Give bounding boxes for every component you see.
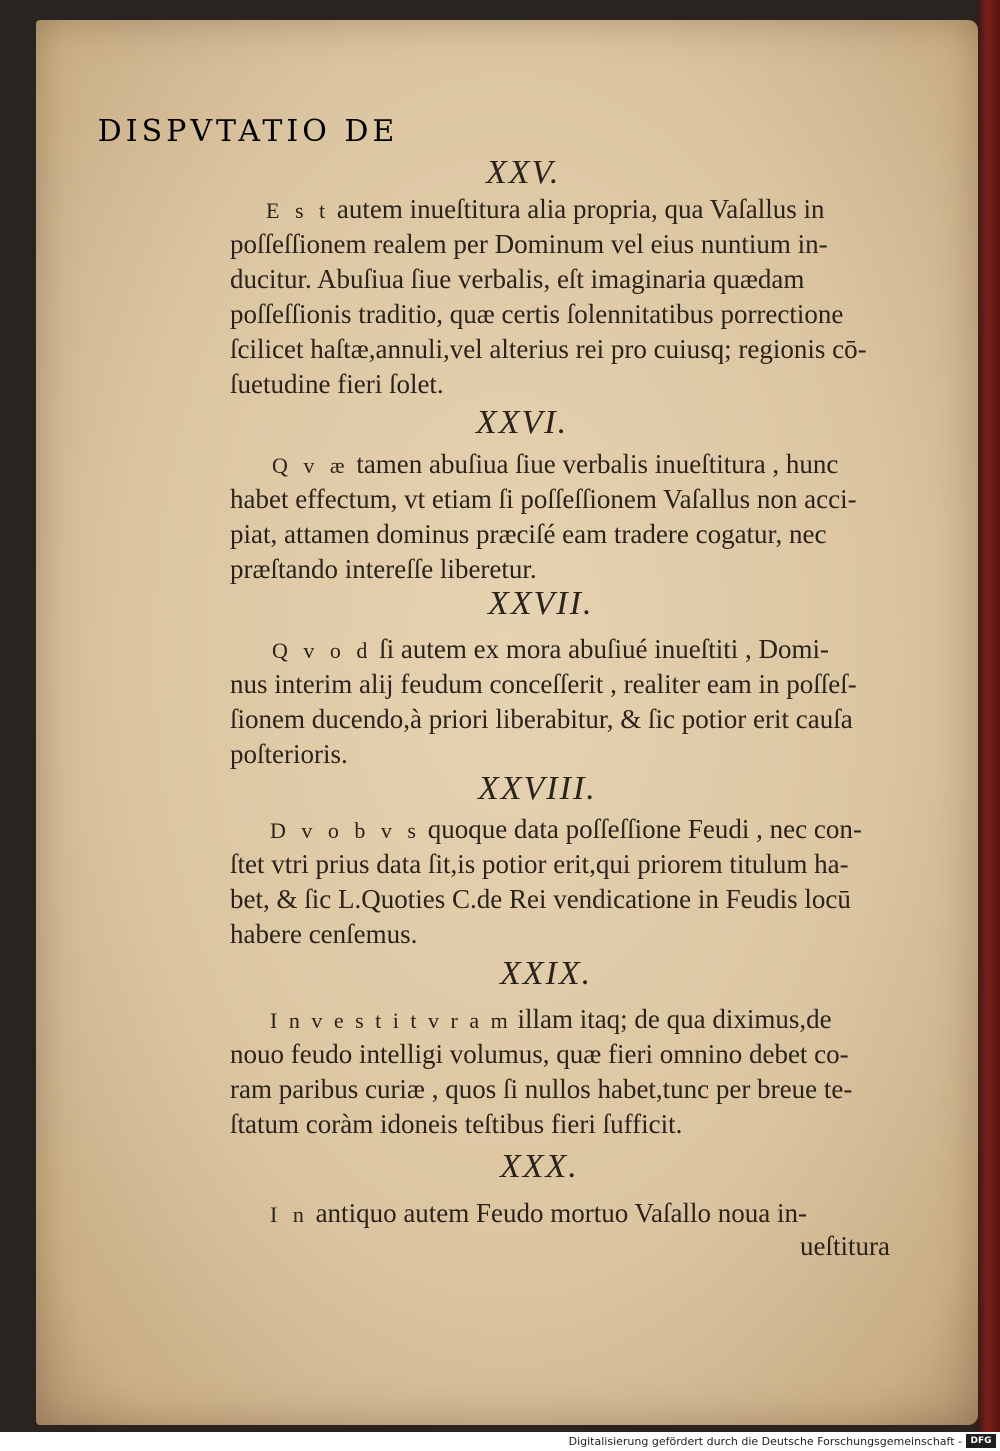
paragraph-line: præſtando intereſſe liberetur. xyxy=(230,554,537,584)
paragraph-line: poſſeſſionis traditio, quæ certis ſolennitatibus porrectione xyxy=(230,299,844,329)
section-numeral: XXVI. xyxy=(476,404,569,441)
digitization-footer xyxy=(0,1432,1000,1451)
lead-word: I n v e s t i t v r a m xyxy=(270,1008,511,1033)
paragraph-line: ſionem ducendo,à priori liberabitur, & ſic potior erit cauſa xyxy=(230,704,853,734)
paragraph-line xyxy=(270,1198,807,1229)
paragraph-line: piat, attamen dominus præciſé eam tradere cogatur, nec xyxy=(230,519,827,549)
section-numeral: XXVIII. xyxy=(478,770,597,807)
section-numeral: XXVII. xyxy=(488,585,594,622)
paragraph-line: nouo feudo intelligi volumus, quæ fieri omnino debet co- xyxy=(230,1039,849,1069)
paragraph-line: poſſeſſionem realem per Dominum vel eius nuntium in- xyxy=(230,229,828,259)
section-numeral: XXV. xyxy=(486,154,561,191)
section-numeral: XXIX. xyxy=(500,955,593,992)
paragraph-line: habet effectum, vt etiam ſi poſſeſſionem Vaſallus non acci- xyxy=(230,484,857,514)
paragraph-line: ſtatum coràm idoneis teſtibus fieri ſufficit. xyxy=(230,1109,683,1139)
paragraph-line: ducitur. Abuſiua ſiue verbalis, eſt imaginaria quædam xyxy=(230,264,805,294)
line-text: illam itaq; de qua diximus,de xyxy=(517,1004,832,1034)
paragraph-line: ram paribus curiæ , quos ſi nullos habet,tunc per breue te- xyxy=(230,1074,853,1104)
paragraph-line: poſterioris. xyxy=(230,739,348,769)
catchword: ueſtitura xyxy=(800,1231,890,1261)
paragraph-line: ſuetudine fieri ſolet. xyxy=(230,369,444,399)
line-text: autem inueſtitura alia propria, qua Vaſallus in xyxy=(336,194,825,224)
footer-credit: Digitalisierung gefördert durch die Deutsche Forschungsgemeinschaft - xyxy=(568,1435,962,1448)
lead-word: I n xyxy=(270,1202,309,1227)
line-text: quoque data poſſeſſione Feudi , nec con- xyxy=(427,814,862,844)
paragraph-line xyxy=(272,449,838,480)
paragraph-line: ſtet vtri prius data ſit,is potior erit,qui priorem titulum ha- xyxy=(230,849,849,879)
lead-word: Q v o d xyxy=(272,638,373,663)
paragraph-line: bet, & ſic L.Quoties C.de Rei vendicatione in Feudis locū xyxy=(230,884,851,914)
lead-word: Q v æ xyxy=(272,453,350,478)
line-text: ſi autem ex mora abuſiué inueſtiti , Domi- xyxy=(379,634,830,664)
lead-word: D v o b v s xyxy=(270,818,421,843)
paragraph-line xyxy=(270,1004,832,1035)
paragraph-line xyxy=(266,194,824,225)
line-text: tamen abuſiua ſiue verbalis inueſtitura , hunc xyxy=(356,449,839,479)
paragraph-line: nus interim alij feudum conceſſerit , realiter eam in poſſeſ- xyxy=(230,669,857,699)
paragraph-line xyxy=(270,814,862,845)
dfg-logo: DFG xyxy=(966,1434,996,1448)
paragraph-line: ſcilicet haſtæ,annuli,vel alterius rei pro cuiusq; regionis cō- xyxy=(230,334,867,364)
paragraph-line xyxy=(272,634,829,665)
section-numeral: XXX. xyxy=(500,1148,579,1185)
running-head: DISPVTATIO DE xyxy=(97,114,399,149)
paragraph-line: habere cenſemus. xyxy=(230,919,418,949)
lead-word: E s t xyxy=(266,198,331,223)
line-text: antiquo autem Feudo mortuo Vaſallo noua in- xyxy=(315,1198,807,1228)
